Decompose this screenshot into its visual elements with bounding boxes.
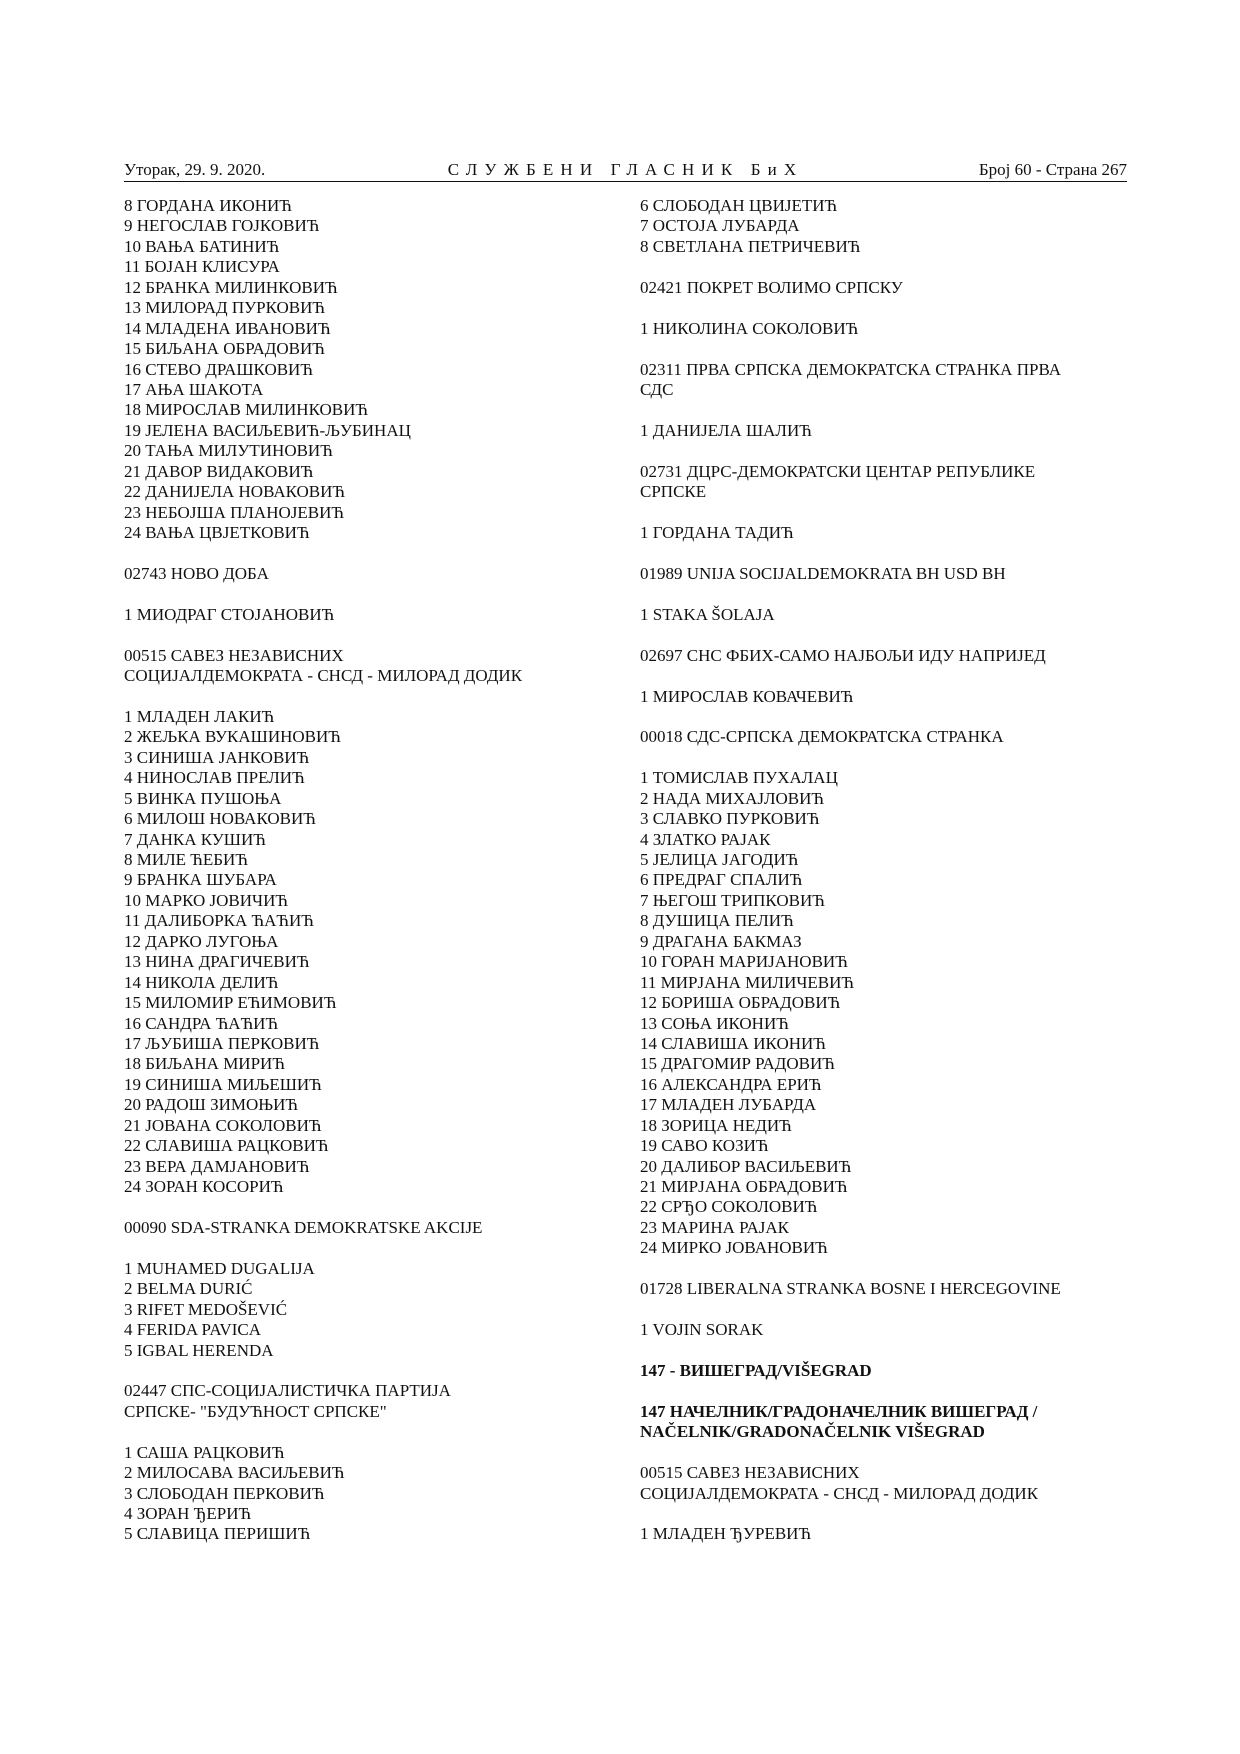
list-line: 02447 СПС-СОЦИЈАЛИСТИЧКА ПАРТИЈА — [124, 1381, 451, 1401]
blank-line — [640, 257, 1130, 277]
list-line: 1 МЛАДЕН ЂУРЕВИЋ — [640, 1524, 812, 1544]
list-line: 16 СТЕВО ДРАШКОВИЋ — [124, 359, 313, 379]
section-heading: NAČELNIK/GRADONAČELNIK VIŠEGRAD — [640, 1422, 985, 1442]
list-line: 13 МИЛОРАД ПУРКОВИЋ — [124, 298, 326, 318]
blank-line — [640, 1443, 1130, 1463]
list-line: 1 МЛАДЕН ЛАКИЋ — [124, 706, 275, 726]
list-line: 01728 LIBERALNA STRANKA BOSNE I HERCEGOVINE — [640, 1279, 1061, 1299]
list-line: 19 СИНИША МИЉЕШИЋ — [124, 1074, 322, 1094]
section-heading: 147 НАЧЕЛНИК/ГРАДОНАЧЕЛНИК ВИШЕГРАД / — [640, 1401, 1038, 1421]
blank-line — [124, 1422, 614, 1442]
list-line: 12 ДАРКО ЛУГОЊА — [124, 931, 279, 951]
list-line: 5 ВИНКА ПУШОЊА — [124, 788, 282, 808]
list-line: 17 МЛАДЕН ЛУБАРДА — [640, 1095, 817, 1115]
list-line: 24 ВАЊА ЦВЈЕТКОВИЋ — [124, 523, 310, 542]
list-line: 5 ЈЕЛИЦА ЈАГОДИЋ — [640, 850, 799, 869]
blank-line — [640, 1300, 1130, 1320]
list-line: 17 АЊА ШАКОТА — [124, 379, 264, 399]
list-line: 1 STAKA ŠOLAJA — [640, 604, 775, 624]
list-line: 3 СИНИША ЈАНКОВИЋ — [124, 747, 310, 767]
list-line: 11 ДАЛИБОРКА ЋАЋИЋ — [124, 911, 314, 931]
list-line: 18 БИЉАНА МИРИЋ — [124, 1054, 285, 1074]
blank-line — [640, 543, 1130, 563]
list-line: 14 МЛАДЕНА ИВАНОВИЋ — [124, 318, 331, 338]
list-line: 00515 САВЕЗ НЕЗАВИСНИХ — [640, 1463, 860, 1483]
list-line: 8 СВЕТЛАНА ПЕТРИЧЕВИЋ — [640, 236, 861, 256]
list-line: 23 МАРИНА РАЈАК — [640, 1217, 789, 1237]
header-date: Уторак, 29. 9. 2020. — [124, 160, 266, 179]
list-line: 02731 ДЦРС-ДЕМОКРАТСКИ ЦЕНТАР РЕПУБЛИКЕ — [640, 461, 1036, 481]
list-line: 1 НИКОЛИНА СОКОЛОВИЋ — [640, 318, 859, 338]
blank-line — [124, 1238, 614, 1258]
blank-line — [640, 503, 1130, 523]
blank-line — [124, 1361, 614, 1381]
list-line: 02697 СНС ФБИХ-САМО НАЈБОЉИ ИДУ НАПРИЈЕД — [640, 645, 1046, 665]
list-line: 15 БИЉАНА ОБРАДОВИЋ — [124, 339, 325, 359]
list-line: 02743 НОВО ДОБА — [124, 563, 269, 583]
blank-line — [640, 748, 1130, 768]
list-line: 20 РАДОШ ЗИМОЊИЋ — [124, 1095, 298, 1115]
blank-line — [640, 298, 1130, 318]
blank-line — [124, 687, 614, 707]
blank-line — [640, 707, 1130, 727]
list-line: 4 НИНОСЛАВ ПРЕЛИЋ — [124, 768, 305, 788]
section-heading: 147 - ВИШЕГРАД/VIŠEGRAD — [640, 1360, 872, 1380]
list-line: 15 ДРАГОМИР РАДОВИЋ — [640, 1054, 835, 1074]
list-line: 00018 СДС-СРПСКА ДЕМОКРАТСКА СТРАНКА — [640, 727, 1004, 747]
list-line: 18 МИРОСЛАВ МИЛИНКОВИЋ — [124, 400, 368, 420]
list-line: 9 ДРАГАНА БАКМАЗ — [640, 931, 802, 951]
list-line: 8 МИЛЕ ЋЕБИЋ — [124, 850, 248, 869]
list-line: 4 FERIDA PAVICA — [124, 1320, 261, 1340]
blank-line — [124, 543, 614, 563]
list-line: СОЦИЈАЛДЕМОКРАТА - СНСД - МИЛОРАД ДОДИК — [640, 1483, 1039, 1503]
list-line: 24 МИРКО ЈОВАНОВИЋ — [640, 1238, 828, 1258]
header-page-number: Број 60 - Страна 267 — [978, 160, 1127, 179]
list-line: 17 ЉУБИША ПЕРКОВИЋ — [124, 1033, 320, 1053]
list-line: 21 ДАВОР ВИДАКОВИЋ — [124, 461, 314, 481]
list-line: 13 НИНА ДРАГИЧЕВИЋ — [124, 952, 310, 972]
list-line: 2 BELMA DURIĆ — [124, 1279, 253, 1299]
list-line: 7 ОСТОЈА ЛУБАРДА — [640, 216, 800, 236]
list-line: 01989 UNIJA SOCIJALDEMOKRATA BH USD BH — [640, 563, 1006, 583]
list-line: 18 ЗОРИЦА НЕДИЋ — [640, 1115, 792, 1135]
list-line: 16 САНДРА ЋАЋИЋ — [124, 1013, 279, 1033]
list-line: 15 МИЛОМИР ЕЋИМОВИЋ — [124, 993, 337, 1013]
list-line: 20 ТАЊА МИЛУТИНОВИЋ — [124, 441, 333, 461]
list-line: 12 БОРИША ОБРАДОВИЋ — [640, 993, 841, 1013]
list-line: СДС — [640, 379, 674, 399]
list-line: 7 ДАНКА КУШИЋ — [124, 829, 266, 849]
list-line: 8 ДУШИЦА ПЕЛИЋ — [640, 911, 794, 931]
list-line: 2 ЖЕЉКА ВУКАШИНОВИЋ — [124, 727, 341, 747]
blank-line — [640, 1341, 1130, 1361]
list-line: 1 МИОДРАГ СТОЈАНОВИЋ — [124, 604, 335, 624]
left-column — [124, 196, 614, 1545]
list-line: 14 НИКОЛА ДЕЛИЋ — [124, 972, 279, 992]
blank-line — [124, 1197, 614, 1217]
list-line: 4 ЗОРАН ЂЕРИЋ — [124, 1504, 252, 1523]
blank-line — [124, 625, 614, 645]
list-line: 02311 ПРВА СРПСКА ДЕМОКРАТСКА СТРАНКА ПРВА — [640, 359, 1061, 379]
list-line: 11 МИРЈАНА МИЛИЧЕВИЋ — [640, 972, 855, 992]
list-line: СРПСКЕ — [640, 482, 707, 502]
list-line: 24 ЗОРАН КОСОРИЋ — [124, 1177, 284, 1196]
blank-line — [640, 1381, 1130, 1401]
list-line: 10 ГОРАН МАРИЈАНОВИЋ — [640, 952, 848, 972]
list-line: 21 МИРЈАНА ОБРАДОВИЋ — [640, 1177, 848, 1196]
list-line: 00090 SDA-STRANKA DEMOKRATSKE AKCIJE — [124, 1217, 483, 1237]
blank-line — [640, 584, 1130, 604]
list-line: 1 VOJIN SORAK — [640, 1320, 764, 1340]
list-line: 23 ВЕРА ДАМЈАНОВИЋ — [124, 1156, 310, 1176]
list-line: 22 СЛАВИША РАЦКОВИЋ — [124, 1136, 329, 1156]
blank-line — [640, 666, 1130, 686]
blank-line — [640, 1259, 1130, 1279]
list-line: 10 МАРКО ЈОВИЧИЋ — [124, 890, 288, 910]
list-line: СОЦИЈАЛДЕМОКРАТА - СНСД - МИЛОРАД ДОДИК — [124, 666, 523, 686]
blank-line — [640, 1504, 1130, 1524]
list-line: 20 ДАЛИБОР ВАСИЉЕВИЋ — [640, 1156, 852, 1176]
list-line: 7 ЊЕГОШ ТРИПКОВИЋ — [640, 890, 825, 910]
blank-line — [640, 625, 1130, 645]
list-line: 1 САША РАЦКОВИЋ — [124, 1442, 285, 1462]
list-line: 1 ДАНИЈЕЛА ШАЛИЋ — [640, 420, 812, 440]
list-line: 9 НЕГОСЛАВ ГОЈКОВИЋ — [124, 216, 320, 236]
list-line: 2 НАДА МИХАЈЛОВИЋ — [640, 788, 825, 808]
list-line: 19 САВО КОЗИЋ — [640, 1136, 769, 1156]
list-line: 22 ДАНИЈЕЛА НОВАКОВИЋ — [124, 482, 346, 502]
list-line: 4 ЗЛАТКО РАЈАК — [640, 829, 771, 849]
list-line: 02421 ПОКРЕТ ВОЛИМО СРПСКУ — [640, 277, 903, 297]
list-line: 11 БОЈАН КЛИСУРА — [124, 257, 280, 277]
list-line: 3 RIFET MEDOŠEVIĆ — [124, 1299, 288, 1319]
list-line: 5 СЛАВИЦА ПЕРИШИЋ — [124, 1524, 311, 1544]
list-line: 14 СЛАВИША ИКОНИЋ — [640, 1033, 826, 1053]
list-line: 13 СОЊА ИКОНИЋ — [640, 1013, 789, 1033]
list-line: 16 АЛЕКСАНДРА ЕРИЋ — [640, 1074, 822, 1094]
list-line: 3 СЛАВКО ПУРКОВИЋ — [640, 809, 820, 829]
list-line: 5 IGBAL HERENDA — [124, 1340, 274, 1360]
list-line: 2 МИЛОСАВА ВАСИЉЕВИЋ — [124, 1463, 345, 1483]
list-line: 19 ЈЕЛЕНА ВАСИЉЕВИЋ-ЉУБИНАЦ — [124, 420, 411, 440]
list-line: 23 НЕБОЈША ПЛАНОЈЕВИЋ — [124, 502, 344, 522]
list-line: 3 СЛОБОДАН ПЕРКОВИЋ — [124, 1483, 325, 1503]
blank-line — [640, 400, 1130, 420]
list-line: 6 СЛОБОДАН ЦВИЈЕТИЋ — [640, 196, 838, 215]
blank-line — [640, 339, 1130, 359]
list-line: 00515 САВЕЗ НЕЗАВИСНИХ — [124, 645, 344, 665]
blank-line — [124, 584, 614, 604]
list-line: 9 БРАНКА ШУБАРА — [124, 870, 277, 890]
blank-line — [640, 441, 1130, 461]
list-line: 21 ЈОВАНА СОКОЛОВИЋ — [124, 1115, 322, 1135]
list-line: СРПСКЕ- "БУДУЋНОСТ СРПСКЕ" — [124, 1401, 387, 1421]
list-line: 22 СРЂО СОКОЛОВИЋ — [640, 1197, 818, 1217]
list-line: 1 ТОМИСЛАВ ПУХАЛАЦ — [640, 768, 838, 788]
page-header — [124, 159, 1127, 182]
right-column — [640, 196, 1130, 1545]
list-line: 10 ВАЊА БАТИНИЋ — [124, 236, 280, 256]
list-line: 1 МИРОСЛАВ КОВАЧЕВИЋ — [640, 686, 854, 706]
list-line: 1 ГОРДАНА ТАДИЋ — [640, 523, 794, 542]
list-line: 6 МИЛОШ НОВАКОВИЋ — [124, 809, 316, 829]
header-journal-title: СЛУЖБЕНИ ГЛАСНИК БиХ — [447, 160, 804, 179]
list-line: 12 БРАНКА МИЛИНКОВИЋ — [124, 277, 338, 297]
list-line: 6 ПРЕДРАГ СПАЛИЋ — [640, 870, 803, 890]
list-line: 8 ГОРДАНА ИКОНИЋ — [124, 196, 292, 215]
list-line: 1 MUHAMED DUGALIJA — [124, 1258, 315, 1278]
